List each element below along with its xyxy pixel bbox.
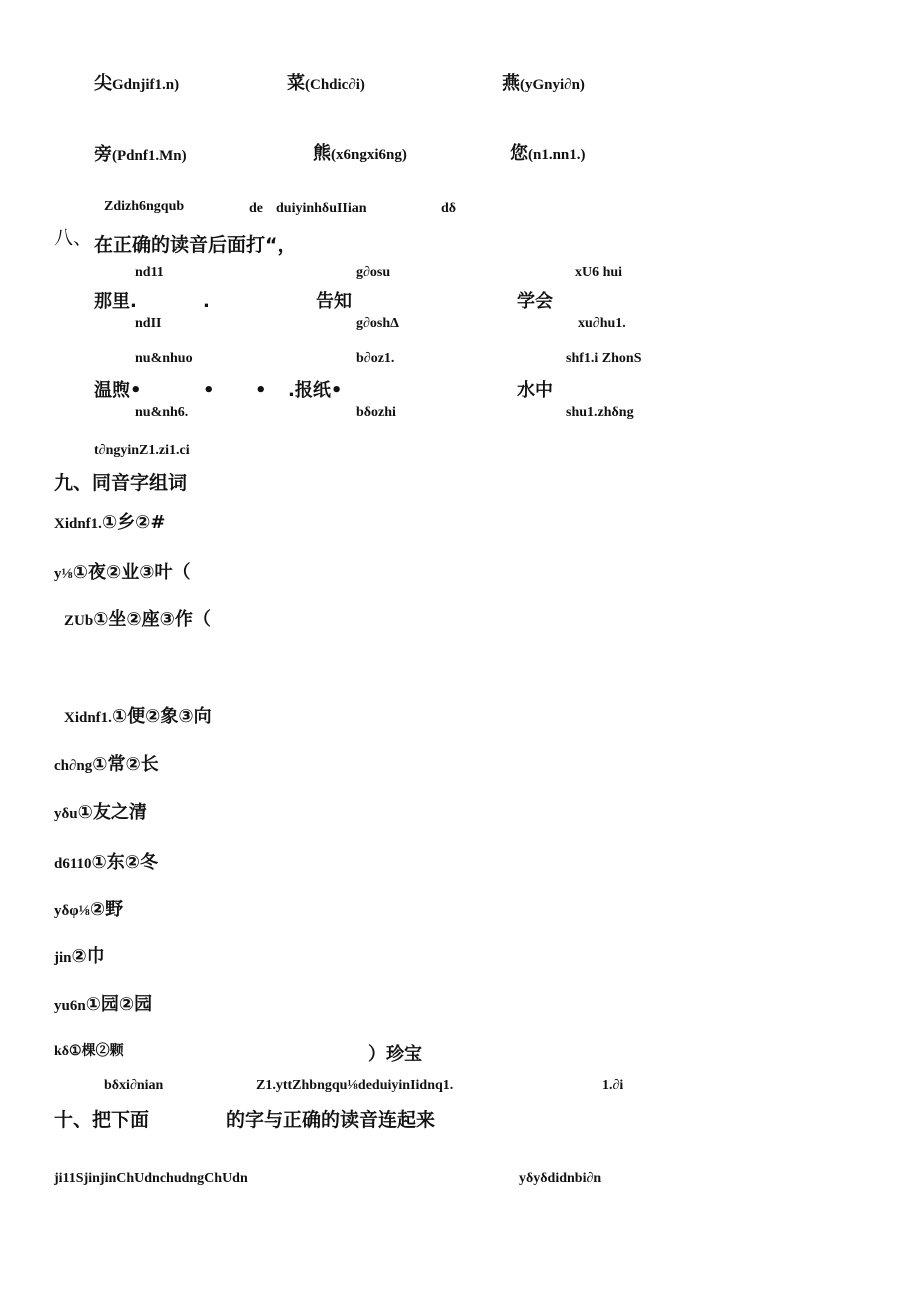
row2-item-2	[313, 145, 407, 163]
s9-item-11-pinyin: kδ①棵②颗	[54, 1044, 124, 1059]
s8-r2-bottom-1: nu&nh6.	[135, 405, 189, 420]
row2-char-1: 旁	[94, 144, 112, 165]
row2-char-2: 熊	[313, 143, 331, 164]
s9-item-5-chars: ①常②长	[92, 754, 159, 775]
s9-item-3-pinyin: ZUb	[64, 613, 94, 629]
row1-char-3: 燕	[502, 73, 520, 94]
s8-r2-word-4: .报纸•	[288, 380, 343, 401]
row1-char-2: 菜	[287, 73, 305, 94]
row2-item-3	[510, 145, 586, 163]
s9-item-8	[54, 901, 123, 919]
s8-number: 八、	[54, 227, 93, 249]
s9-item-6	[54, 804, 147, 822]
s9-item-8-chars: ②野	[89, 899, 124, 920]
s8-r2-word-2: •	[203, 380, 215, 401]
s8-title: 在正确的读音后面打“，	[94, 234, 297, 256]
row2-pinyin-2: (x6ngxi6ng)	[331, 147, 407, 163]
row2-item-1	[94, 146, 187, 164]
row1-pinyin-2: (Chdic∂i)	[305, 77, 365, 93]
s8-r1-word-1: 那里.	[94, 291, 137, 312]
s9-item-7-pinyin: d6110	[54, 856, 92, 872]
s8-pinyin-1: Zdizh6ngqub	[104, 199, 185, 214]
s8-r2-bottom-3: shu1.zhδng	[566, 405, 634, 420]
s9-item-9-chars: ②巾	[71, 946, 105, 967]
s8-r2-top-2: b∂oz1.	[356, 351, 395, 366]
s9-item-1-pinyin: Xidnf1.	[54, 516, 102, 532]
s8-r2-bottom-2: bδozhi	[356, 405, 396, 420]
s9-item-7	[54, 854, 158, 872]
s9-item-2-chars: ①夜②业③叶（	[72, 562, 191, 583]
s9-item-2-pinyin: y⅛	[54, 566, 73, 582]
row1-char-1: 尖	[94, 73, 112, 94]
s8-r1-word-3: 告知	[316, 291, 352, 312]
s9-item-4-chars: ①便②象③向	[111, 706, 212, 727]
s10-title-b: 的字与正确的读音连起来	[226, 1109, 436, 1131]
row1-pinyin-3: (yGnyi∂n)	[520, 77, 585, 93]
s9-item-5-pinyin: ch∂ng	[54, 758, 93, 774]
s9-item-3	[64, 611, 211, 629]
s9-item-1	[54, 514, 166, 532]
s8-pinyin-2: de	[249, 201, 263, 216]
s10-pinyin-2: Z1.yttZhbngqu⅛deduiyinIidnq1.	[256, 1078, 454, 1093]
s10-pinyin-3: 1.∂i	[602, 1078, 624, 1093]
row1-item-1	[94, 75, 179, 93]
s10-bottom-left: ji11SjinjinChUdnchudngChUdn	[54, 1171, 248, 1186]
s8-r2-word-5: 水中	[517, 380, 553, 401]
s9-item-10	[54, 996, 152, 1014]
s10-title-a: 十、把下面	[54, 1109, 150, 1131]
row1-item-2	[287, 75, 365, 93]
s9-pinyin-line: t∂ngyinZ1.zi1.ci	[94, 443, 190, 458]
s9-item-1-chars: ①乡②#	[101, 512, 166, 533]
s9-item-4-pinyin: Xidnf1.	[64, 710, 112, 726]
s9-item-2	[54, 564, 190, 582]
row1-pinyin-1: Gdnjif1.n)	[112, 77, 180, 93]
s9-trailing: ）珍宝	[368, 1044, 422, 1065]
s8-r1-top-3: xU6 hui	[575, 265, 623, 280]
s9-item-9-pinyin: jin	[54, 950, 72, 966]
s8-r1-top-1: nd11	[135, 265, 164, 280]
s9-title: 九、同音字组词	[54, 472, 188, 494]
s8-r1-word-4: 学会	[517, 291, 553, 312]
row2-pinyin-3: (n1.nn1.)	[528, 147, 586, 163]
s8-r1-bottom-2: g∂oshΔ	[356, 316, 399, 331]
s8-r2-top-3: shf1.i ZhonS	[566, 351, 642, 366]
s9-item-10-chars: ①园②园	[85, 994, 153, 1015]
s9-item-4	[64, 708, 212, 726]
s9-item-11	[54, 1041, 124, 1059]
s10-pinyin-1: bδxi∂nian	[104, 1078, 164, 1093]
s8-pinyin-4: dδ	[441, 201, 457, 216]
s10-bottom-right: yδyδdidnbi∂n	[519, 1171, 602, 1186]
s9-item-5	[54, 756, 159, 774]
s9-item-6-pinyin: yδu	[54, 806, 78, 822]
s8-pinyin-3: duiyinhδuIIian	[276, 201, 367, 216]
s8-r2-word-1: 温煦•	[94, 380, 142, 401]
s8-r1-word-2: .	[203, 291, 210, 312]
s9-item-8-pinyin: yδφ⅛	[54, 903, 90, 919]
s9-item-7-chars: ①东②冬	[91, 852, 158, 873]
s8-r2-top-1: nu&nhuo	[135, 351, 193, 366]
s9-item-10-pinyin: yu6n	[54, 998, 86, 1014]
row1-item-3	[502, 75, 585, 93]
s8-r1-bottom-3: xu∂hu1.	[578, 316, 626, 331]
s9-item-3-chars: ①坐②座③作（	[93, 609, 211, 630]
s9-item-9	[54, 948, 105, 966]
s8-r1-bottom-1: ndII	[135, 316, 162, 331]
s8-r1-top-2: g∂osu	[356, 265, 391, 280]
s8-r2-word-3: •	[255, 380, 267, 401]
s9-item-6-chars: ①友之清	[77, 802, 147, 823]
row2-pinyin-1: (Pdnf1.Mn)	[112, 148, 187, 164]
row2-char-3: 您	[510, 143, 528, 164]
